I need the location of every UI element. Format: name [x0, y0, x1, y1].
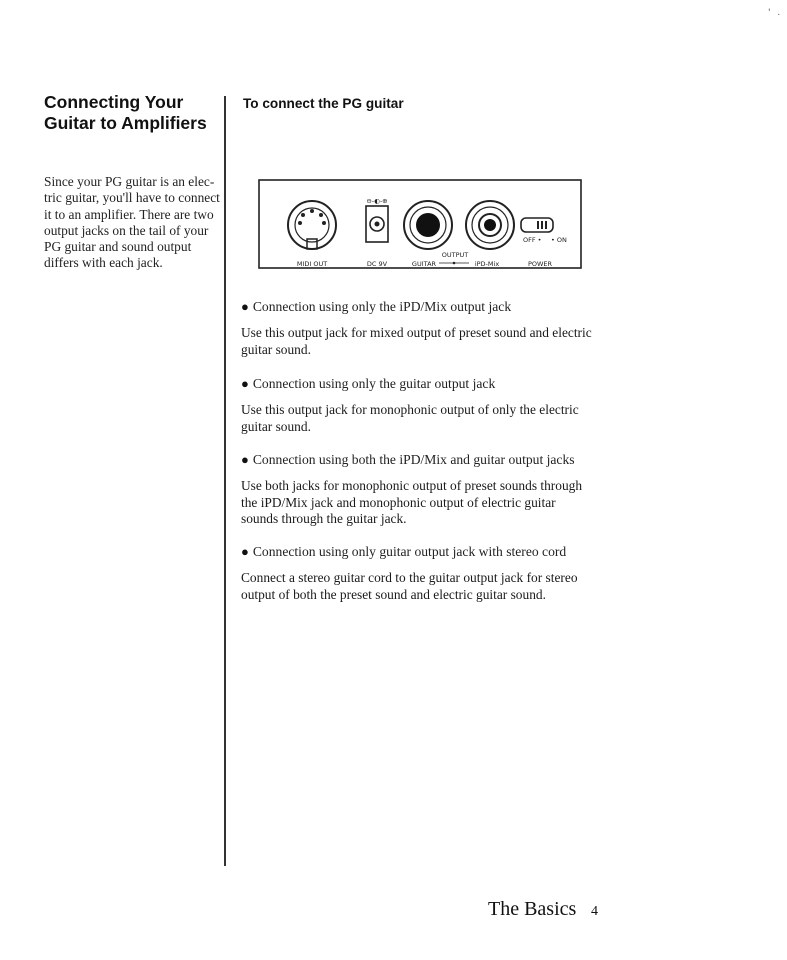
- section-heading: [241, 298, 621, 315]
- ipd-mix-output-jack-icon: [466, 201, 514, 249]
- sidebar-intro-text: [44, 174, 230, 272]
- section-heading: [241, 375, 621, 392]
- dc-9v-jack-icon: [366, 206, 388, 242]
- main-title: To connect the PG guitar: [243, 96, 404, 111]
- sidebar-text-line: tric guitar, you'll have to connect: [44, 190, 220, 206]
- sidebar-text-line: output jacks on the tail of your: [44, 222, 209, 238]
- bullet-icon: ●: [241, 376, 249, 391]
- section-body-line: output of both the preset sound and electric guitar sound.: [241, 586, 546, 602]
- footer-section-title: The Basics: [488, 898, 577, 920]
- sidebar-title-line-1: Connecting Your: [44, 92, 184, 112]
- section-body: [241, 402, 621, 435]
- bullet-icon: ●: [241, 452, 249, 467]
- midi-out-connector-icon: [288, 201, 336, 249]
- output-connector-dot: [453, 262, 456, 265]
- sidebar-text-line: PG guitar and sound output: [44, 239, 192, 255]
- output-label: OUTPUT: [441, 251, 469, 259]
- connection-section-both: [241, 451, 621, 528]
- sidebar-text-line: differs with each jack.: [44, 255, 163, 271]
- ipd-mix-label: iPD-Mix: [474, 260, 500, 268]
- on-label: • ON: [551, 236, 567, 244]
- connection-section-guitar: [241, 375, 621, 435]
- dc-polarity-label: ⊖-◐-⊕: [366, 197, 388, 205]
- bullet-icon: ●: [241, 299, 249, 314]
- power-switch-icon: [521, 218, 553, 232]
- section-body-line: Use this output jack for mixed output of preset sound and electric: [241, 325, 592, 340]
- section-body: [241, 570, 621, 603]
- midi-out-label: MIDI OUT: [296, 260, 328, 268]
- sidebar-text-line: it to an amplifier. There are two: [44, 206, 214, 222]
- section-body: [241, 325, 621, 358]
- sidebar-title-line-2: Guitar to Amplifiers: [44, 113, 207, 133]
- section-heading-text: Connection using both the iPD/Mix and guitar output jacks: [252, 452, 575, 467]
- connection-section-stereo: [241, 543, 621, 603]
- section-body: [241, 478, 621, 528]
- section-heading: [241, 543, 621, 560]
- column-divider: [224, 96, 226, 866]
- sidebar-title: [44, 92, 229, 134]
- section-body-line: Connect a stereo guitar cord to the guitar output jack for stereo: [241, 570, 578, 585]
- footer-page-number: 4: [591, 904, 598, 919]
- section-body-line: sounds through the guitar jack.: [241, 511, 407, 526]
- guitar-output-jack-icon: [404, 201, 452, 249]
- page-corner-mark: ' .: [768, 8, 783, 18]
- section-heading-text: Connection using only the iPD/Mix output jack: [252, 299, 512, 314]
- section-body-line: Use this output jack for monophonic output of only the electric: [241, 402, 579, 417]
- section-heading: [241, 451, 621, 468]
- section-body-line: guitar sound.: [241, 341, 311, 357]
- section-body-line: Use both jacks for monophonic output of preset sounds through: [241, 478, 583, 493]
- power-label: POWER: [527, 260, 553, 268]
- guitar-jack-panel-diagram: [258, 178, 582, 270]
- guitar-label: GUITAR: [411, 260, 437, 268]
- section-body-line: guitar sound.: [241, 418, 311, 434]
- section-body-line: the iPD/Mix jack and monophonic output of electric guitar: [241, 494, 556, 510]
- dc-9v-label: DC 9V: [366, 260, 388, 268]
- section-heading-text: Connection using only the guitar output jack: [252, 376, 496, 391]
- bullet-icon: ●: [241, 544, 249, 559]
- connection-section-ipd-mix: [241, 298, 621, 358]
- off-label: OFF •: [523, 236, 542, 244]
- section-heading-text: Connection using only guitar output jack with stereo cord: [252, 544, 567, 559]
- sidebar-text-line: Since your PG guitar is an elec-: [44, 174, 215, 189]
